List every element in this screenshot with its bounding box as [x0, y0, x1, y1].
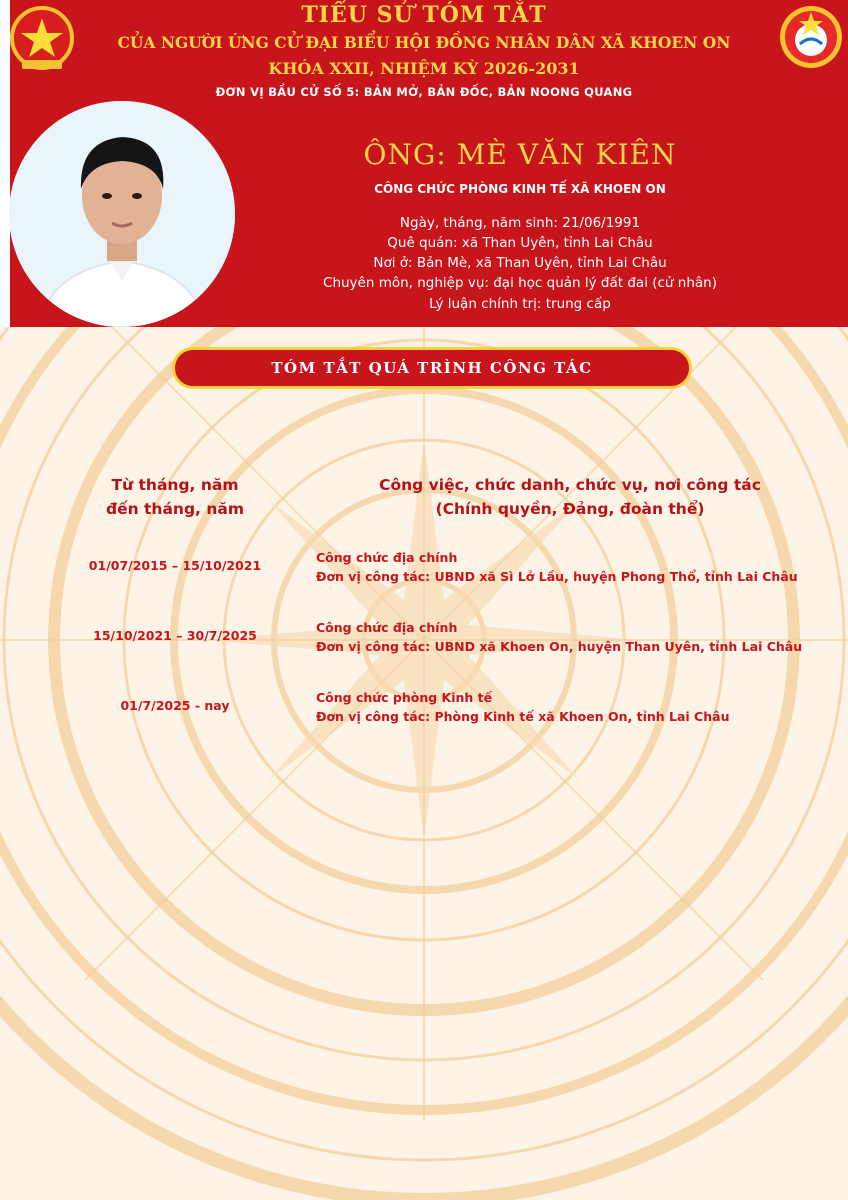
work-row-period: 01/7/2025 - nay: [120, 698, 230, 713]
document-title: TIỂU SỬ TÓM TẮT: [301, 2, 547, 28]
candidate-birthdate: Ngày, tháng, năm sinh: 21/06/1991: [399, 215, 641, 231]
column-header-period: [70, 473, 280, 521]
column-header-period-line2: đến tháng, năm: [105, 500, 244, 518]
candidate-residence: Nơi ở: Bản Mè, xã Than Uyên, tỉnh Lai Châu: [373, 255, 667, 271]
work-row-period: 01/07/2015 – 15/10/2021: [88, 558, 262, 573]
electoral-unit-line: ĐƠN VỊ BẦU CỬ SỐ 5: BẢN MỞ, BẢN ĐỐC, BẢN NOONG QUANG: [215, 85, 633, 99]
work-row-title: Công chức địa chính: [316, 620, 458, 635]
header-banner: [0, 0, 848, 327]
candidate-hometown: Quê quán: xã Than Uyên, tỉnh Lai Châu: [387, 235, 653, 251]
candidate-profession: Chuyên môn, nghiệp vụ: đại học quản lý đất đai (cử nhân): [323, 275, 717, 291]
work-row-detail: [316, 548, 836, 586]
column-header-job: [330, 473, 810, 521]
candidate-political-theory: Lý luận chính trị: trung cấp: [429, 296, 611, 312]
work-row-unit: Đơn vị công tác: UBND xã Sì Lở Lầu, huyện Phong Thổ, tỉnh Lai Châu: [316, 569, 798, 584]
column-header-job-line2: (Chính quyền, Đảng, đoàn thể): [435, 500, 705, 518]
work-row-title: Công chức địa chính: [316, 550, 458, 565]
term-line: KHÓA XXII, NHIỆM KỲ 2026-2031: [268, 59, 580, 78]
column-header-period-line1: Từ tháng, năm: [111, 476, 239, 494]
work-row-detail: [316, 688, 836, 726]
candidate-name: ÔNG: MÈ VĂN KIÊN: [363, 138, 677, 171]
work-row-title: Công chức phòng Kinh tế: [316, 690, 493, 705]
work-row-unit: Đơn vị công tác: Phòng Kinh tế xã Khoen On, tỉnh Lai Châu: [316, 709, 730, 724]
work-row-period: 15/10/2021 – 30/7/2025: [93, 628, 257, 643]
candidate-portrait: [9, 101, 235, 327]
work-row-unit: Đơn vị công tác: UBND xã Khoen On, huyện Than Uyên, tỉnh Lai Châu: [316, 639, 803, 654]
column-header-job-line1: Công việc, chức danh, chức vụ, nơi công tác: [379, 476, 761, 494]
candidate-position: CÔNG CHỨC PHÒNG KINH TẾ XÃ KHOEN ON: [374, 182, 666, 196]
work-history-section-title: TÓM TẮT QUÁ TRÌNH CÔNG TÁC: [172, 347, 692, 389]
document-subtitle: CỦA NGƯỜI ỨNG CỬ ĐẠI BIỂU HỘI ĐỒNG NHÂN DÂN XÃ KHOEN ON: [117, 33, 731, 52]
work-row-detail: [316, 618, 836, 656]
